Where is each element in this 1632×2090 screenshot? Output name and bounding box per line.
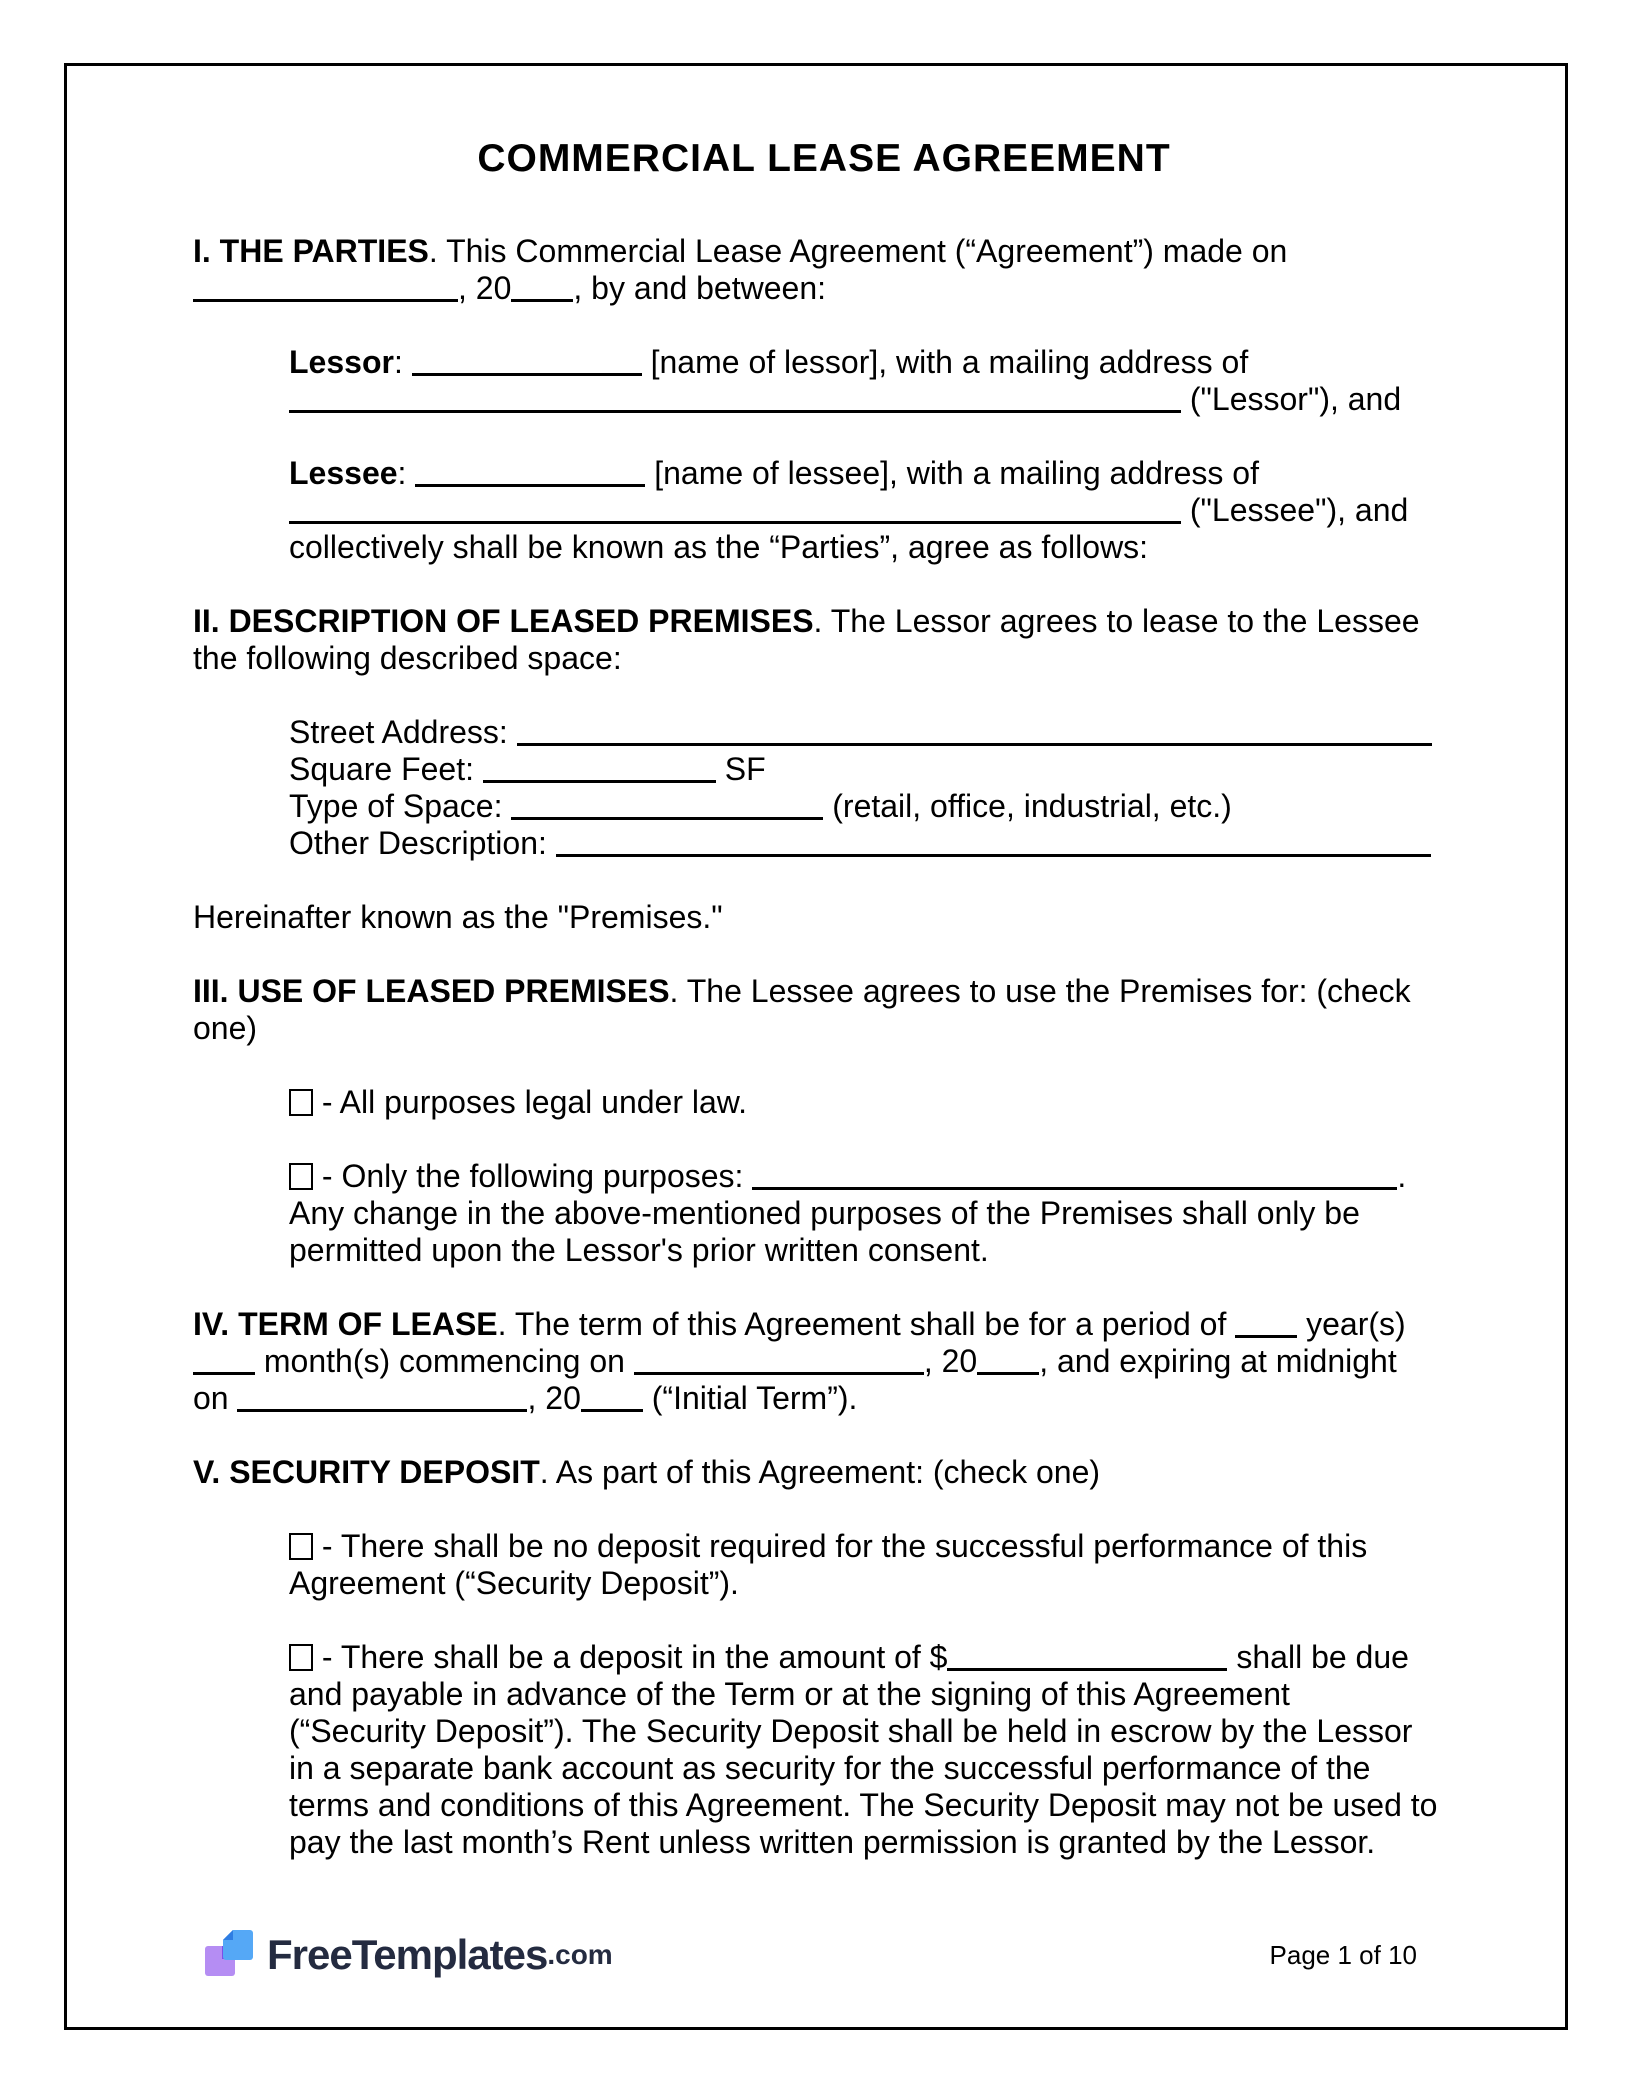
text-run: terms and conditions of this Agreement. The Security Deposit may not be used to <box>289 1787 1438 1823</box>
document-line <box>193 603 1455 640</box>
text-run: Hereinafter known as the "Premises." <box>193 899 723 935</box>
document-line <box>289 714 1455 751</box>
document-line <box>193 899 1455 936</box>
paragraph <box>289 714 1455 862</box>
document-page <box>193 137 1455 1898</box>
document-line <box>193 1343 1455 1380</box>
fill-in-blank[interactable] <box>511 817 823 820</box>
document-line <box>193 1010 1455 1047</box>
document-title: COMMERCIAL LEASE AGREEMENT <box>477 137 1171 180</box>
checkbox[interactable] <box>289 1163 313 1190</box>
text-run: . The Lessor agrees to lease to the Lessee <box>813 603 1420 639</box>
text-run: . <box>1397 1158 1407 1194</box>
section-heading-text: V. SECURITY DEPOSIT <box>193 1454 540 1490</box>
checkbox[interactable] <box>289 1533 313 1560</box>
fill-in-blank[interactable] <box>412 373 642 376</box>
fill-in-blank[interactable] <box>511 299 573 302</box>
document-line <box>289 344 1455 381</box>
text-run: [name of lessee], with a mailing address of <box>645 455 1259 491</box>
text-run: (retail, office, industrial, etc.) <box>823 788 1232 824</box>
text-run: (“Initial Term”). <box>642 1380 858 1416</box>
document-line <box>289 1713 1455 1750</box>
document-line <box>289 788 1455 825</box>
document-line <box>289 1528 1455 1565</box>
paragraph <box>289 1158 1455 1269</box>
logo-wordmark-suffix: .com <box>547 1939 613 1970</box>
section-heading-text: Lessor <box>289 344 394 380</box>
document-line <box>289 1232 1455 1269</box>
document-line <box>289 751 1455 788</box>
checkbox[interactable] <box>289 1644 313 1671</box>
text-run: the following described space: <box>193 640 622 676</box>
document-line <box>289 825 1455 862</box>
checkbox[interactable] <box>289 1089 313 1116</box>
text-run: in a separate bank account as security for the successful performance of the <box>289 1750 1371 1786</box>
text-run: (“Security Deposit”). The Security Deposit shall be held in escrow by the Lessor <box>289 1713 1413 1749</box>
text-run: on <box>193 1380 238 1416</box>
fill-in-blank[interactable] <box>289 410 1181 413</box>
document-line <box>289 1195 1455 1232</box>
text-run: Other Description: <box>289 825 556 861</box>
text-run: and payable in advance of the Term or at the signing of this Agreement <box>289 1676 1290 1712</box>
fill-in-blank[interactable] <box>556 854 1431 857</box>
fill-in-blank[interactable] <box>1235 1335 1297 1338</box>
text-run: . The Lessee agrees to use the Premises for: (check <box>669 973 1411 1009</box>
text-run: : <box>393 344 412 380</box>
text-run: - There shall be no deposit required for the successful performance of this <box>313 1528 1368 1564</box>
text-run: permitted upon the Lessor's prior written consent. <box>289 1232 989 1268</box>
document-line <box>193 1306 1455 1343</box>
paragraph <box>193 1454 1455 1491</box>
paragraph <box>193 899 1455 936</box>
text-run: Any change in the above-mentioned purposes of the Premises shall only be <box>289 1195 1360 1231</box>
text-run: , and expiring at midnight <box>1039 1343 1397 1379</box>
paragraph <box>193 1306 1455 1417</box>
document-line <box>193 640 1455 677</box>
text-run: ("Lessee"), and <box>1181 492 1409 528</box>
section-heading-text: II. DESCRIPTION OF LEASED PREMISES <box>193 603 814 639</box>
text-run: Type of Space: <box>289 788 512 824</box>
section-heading-text: IV. TERM OF LEASE <box>193 1306 498 1342</box>
fill-in-blank[interactable] <box>289 521 1181 524</box>
paragraph <box>193 233 1455 307</box>
text-run: - Only the following purposes: <box>313 1158 753 1194</box>
document-line <box>289 492 1455 529</box>
document-line <box>289 1158 1455 1195</box>
text-run: one) <box>193 1010 258 1046</box>
text-run: . The term of this Agreement shall be for a period of <box>497 1306 1236 1342</box>
text-run: , by and between: <box>573 270 826 306</box>
section-heading-text: I. THE PARTIES <box>193 233 429 269</box>
fill-in-blank[interactable] <box>193 299 458 302</box>
paragraph <box>193 973 1455 1047</box>
section-heading-text: III. USE OF LEASED PREMISES <box>193 973 670 1009</box>
document-line <box>193 973 1455 1010</box>
document-line <box>289 455 1455 492</box>
document-line <box>193 233 1455 270</box>
logo-blue-square <box>223 1930 253 1960</box>
document-line <box>289 1676 1455 1713</box>
text-run: collectively shall be known as the “Parties”, agree as follows: <box>289 529 1149 565</box>
text-run: Square Feet: <box>289 751 483 787</box>
text-run: , 20 <box>923 1343 978 1379</box>
text-run: . As part of this Agreement: (check one) <box>539 1454 1101 1490</box>
fill-in-blank[interactable] <box>947 1668 1227 1671</box>
document-body <box>193 233 1455 1861</box>
text-run: , 20 <box>458 270 512 306</box>
text-run: shall be due <box>1227 1639 1409 1675</box>
text-run: pay the last month’s Rent unless written permission is granted by the Lessor. <box>289 1824 1376 1860</box>
paragraph <box>289 1084 1455 1121</box>
document-line <box>193 1454 1455 1491</box>
paragraph <box>289 1528 1455 1602</box>
text-run: . This Commercial Lease Agreement (“Agreement”) made on <box>428 233 1288 269</box>
text-run: SF <box>715 751 766 787</box>
fill-in-blank[interactable] <box>752 1187 1397 1190</box>
fill-in-blank[interactable] <box>483 780 716 783</box>
text-run: ("Lessor"), and <box>1181 381 1402 417</box>
text-run: year(s) <box>1297 1306 1406 1342</box>
document-line <box>289 381 1455 418</box>
document-line <box>289 1824 1455 1861</box>
document-line <box>289 1750 1455 1787</box>
text-run: : <box>397 455 416 491</box>
fill-in-blank[interactable] <box>415 484 645 487</box>
paragraph <box>289 455 1455 566</box>
document-line <box>193 270 1455 307</box>
section-heading-text: Lessee <box>289 455 398 491</box>
paragraph <box>289 344 1455 418</box>
text-run: , 20 <box>527 1380 581 1416</box>
document-line <box>289 529 1455 566</box>
paragraph <box>193 603 1455 677</box>
paragraph <box>289 1639 1455 1861</box>
page-footer <box>205 1922 1417 1988</box>
text-run: - All purposes legal under law. <box>313 1084 748 1120</box>
fill-in-blank[interactable] <box>634 1372 924 1375</box>
text-run: [name of lessor], with a mailing address of <box>641 344 1249 380</box>
document-line <box>289 1639 1455 1676</box>
fill-in-blank[interactable] <box>193 1372 255 1375</box>
fill-in-blank[interactable] <box>977 1372 1039 1375</box>
logo-wordmark: FreeTemplates <box>267 1931 548 1978</box>
document-line <box>289 1084 1455 1121</box>
document-line <box>289 1787 1455 1824</box>
text-run: Street Address: <box>289 714 517 750</box>
text-run: Agreement (“Security Deposit”). <box>289 1565 739 1601</box>
document-line <box>289 1565 1455 1602</box>
fill-in-blank[interactable] <box>237 1409 527 1412</box>
fill-in-blank[interactable] <box>517 743 1432 746</box>
logo-fold-triangle <box>223 1930 233 1940</box>
fill-in-blank[interactable] <box>581 1409 643 1412</box>
page-number: Page 1 of 10 <box>1269 1939 1417 1970</box>
freetemplates-logo[interactable] <box>205 1930 613 1980</box>
text-run: month(s) commencing on <box>255 1343 634 1379</box>
text-run: - There shall be a deposit in the amount of $ <box>313 1639 948 1675</box>
document-line <box>193 1380 1455 1417</box>
logo-icon <box>205 1930 255 1980</box>
